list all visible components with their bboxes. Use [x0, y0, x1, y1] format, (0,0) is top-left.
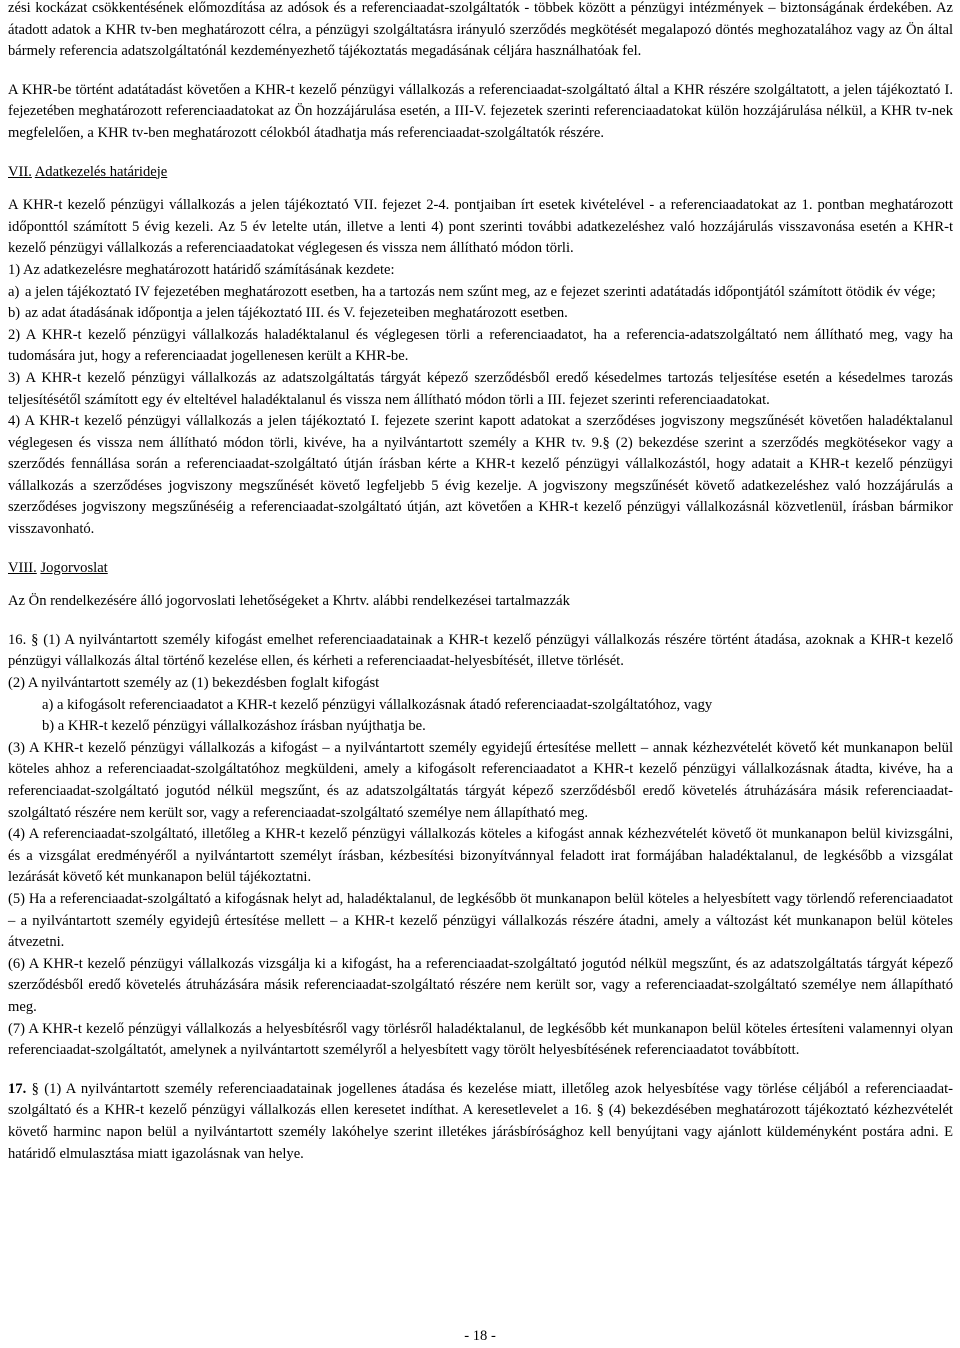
retention-start-paragraph: 1) Az adatkezelésre meghatározott határidő számításának kezdete: — [8, 261, 395, 278]
paragraph-number: 17. — [8, 1080, 27, 1097]
retention-point-2: 2) A KHR-t kezelő pénzügyi vállalkozás haladéktalanul és véglegesen törli a referenciaadatot, ha a referencia-adatszolgáltató nem állítható meg, vagy ha tudomására jut, hogy a referenciaadat jogellenesen került a KHR-be. — [8, 326, 953, 365]
paragraph-16-4: (4) A referenciaadat-szolgáltató, illetőleg a KHR-t kezelő pénzügyi vállalkozás köteles a kifogást annak kézhezvételét követő öt munkanapon belül kivizsgálni, és a vizsgálat eredményéről a nyilvántartott személyt írásban, kézbesítési bizonyítvánnyal feladott irat formájában haladéktalanul, de legkésőbb a vizsgálat lezárását követő két munkanapon belül tájékoztatni. — [8, 826, 953, 886]
paragraph-16-2b: b) a KHR-t kezelő pénzügyi vállalkozáshoz írásban nyújthatja be. — [42, 718, 426, 735]
paragraph-16-1: 16. § (1) A nyilvántartott személy kifogást emelhet referenciaadatainak a KHR-t kezelő pénzügyi vállalkozás részére történt átadása, azoknak a KHR-t kezelő pénzügyi vállalkozás által történő kezelése ellen, és kérheti a referenciaadat-helyesbítését, illetve törlését. — [8, 631, 953, 670]
section-number: VIII. — [8, 559, 37, 576]
section-title: Adatkezelés határideje — [34, 163, 168, 180]
page-number: - 18 - — [464, 1328, 496, 1344]
paragraph-text: § (1) A nyilvántartott személy referenciaadatainak jogellenes átadása és kezelése miatt, illetőleg azok helyesbítése vagy törlése céljából a referenciaadat-szolgáltató és a KHR-t kezelő pénzügyi vállalkozás ellen keresetet indíthat. A keresetlevelet a 16. § (4) bekezdésében meghatározott tájékoztató kézhezvételét követő harminc napon belül a nyilvántartott személy lakóhelye szerint illetékes járásbírósághoz kell benyújtani vagy ajánlott küldeményként postára adni. E határidő elmulasztása miatt igazolásnak van helye. — [8, 1080, 953, 1162]
paragraph-16-3: (3) A KHR-t kezelő pénzügyi vállalkozás a kifogást – a nyilvántartott személy egyidejű értesítése mellett – annak kézhezvételét követő két munkanapon belül köteles ahhoz a referenciaadat-szolgáltatóhoz megküldeni, amely a kifogásolt referenciaadatot a KHR-t kezelő pénzügyi vállalkozásnak átadta, kivéve, ha a referenciaadat-szolgáltató jogutód nélkül megszűnt, és az adatszolgáltatás tárgyát képező szerződésből eredő követelés átruházására másik referenciaadat-szolgáltató részére nem került sor, vagy a referenciaadat-szolgáltató személye nem állapítható meg. — [8, 739, 953, 821]
paragraph-16-2a: a) a kifogásolt referenciaadatot a KHR-t kezelő pénzügyi vállalkozásnak átadó referenciaadat-szolgáltatóhoz, vagy — [42, 696, 713, 713]
section-heading-viii — [8, 558, 953, 580]
section-title: Jogorvoslat — [40, 559, 108, 576]
section-number: VII. — [8, 163, 32, 180]
list-item-b — [8, 303, 953, 325]
retention-point-3: 3) A KHR-t kezelő pénzügyi vállalkozás az adatszolgáltatás tárgyát képező szerződésből eredő késedelmes tartozás teljesítése esetén a késedelmes tarozás teljesítésétől számított egy év elteltével haladéktalanul és vissza nem állítható módon törli a III. fejezet szerinti referenciaadatokat. — [8, 369, 953, 408]
paragraph-16-5: (5) Ha a referenciaadat-szolgáltató a kifogásnak helyt ad, haladéktalanul, de legkésőbb öt munkanapon belül köteles a helyesbített vagy törlendő referenciaadatot – a nyilvántartott személy egyidejû értesítése mellett – a KHR-t kezelő pénzügyi vállalkozás részére átadni, amely a változást két munkanapon belül köteles átvezetni. — [8, 890, 953, 951]
list-label: a) — [8, 283, 20, 300]
intro-paragraph-2: A KHR-be történt adatátadást követően a KHR-t kezelő pénzügyi vállalkozás a referenciaadat-szolgáltató által a KHR részére szolgáltatott, a jelen tájékoztató I. fejezetében meghatározott referenciaadatokat az Ön hozzájárulása esetén, a III-V. fejezetek szerinti referenciaadatokat külön hozzájárulása nélkül, a KHR tv-nek megfelelően, a KHR tv-ben meghatározott célokból átadhatja más referenciaadat-szolgáltatók részére. — [8, 81, 953, 141]
section-heading-vii — [8, 162, 953, 184]
list-text: a jelen tájékoztató IV fejezetében meghatározott esetben, ha a tartozás nem szűnt meg, az e fejezet szerinti adatátadás időpontjától számított ötödik év vége; — [25, 283, 936, 300]
paragraph-16-7: (7) A KHR-t kezelő pénzügyi vállalkozás a helyesbítésről vagy törlésről haladéktalanul, de legkésőbb két munkanapon belül köteles értesíteni valamennyi olyan referenciaadat-szolgáltatót, amelynek a nyilvántartott személyről a helyesbített vagy törölt helyesbítésének referenciaadatot továbbított. — [8, 1020, 953, 1059]
intro-paragraph-1: zési kockázat csökkentésének előmozdítása az adósok és a referenciaadat-szolgáltatók - többek között a pénzügyi intézmények – biztonságának érdekében. Az átadott adatok a KHR tv-ben meghatározott célra, a pénzügyi szolgáltatásra irányuló szerződés megkötését megalapozó döntés meghozatalához vagy az Ön által bármely referencia adatszolgáltatónál kezdeményezhető tájékoztatás megadásának céljára használhatóak fel. — [8, 0, 953, 60]
document-page — [8, 0, 953, 1165]
remedy-intro-paragraph: Az Ön rendelkezésére álló jogorvoslati lehetőségeket a Khrtv. alábbi rendelkezései tartalmazzák — [8, 593, 570, 610]
list-item-a — [8, 282, 953, 304]
paragraph-16-6: (6) A KHR-t kezelő pénzügyi vállalkozás vizsgálja ki a kifogást, ha a referenciaadat-szolgáltató jogutód nélkül megszűnt, és az adatszolgáltatás tárgyát képező szerződésből eredő követelés átruházására másik referenciaadat-szolgáltató részére nem került sor, vagy a referenciaadat-szolgáltató személye nem állapítható meg. — [8, 955, 953, 1015]
retention-point-4: 4) A KHR-t kezelő pénzügyi vállalkozás a jelen tájékoztató I. fejezete szerint kapott adatokat a szerződéses jogviszony megszűnését követően haladéktalanul véglegesen és vissza nem állítható módon törli, kivéve, ha a nyilvántartott személy a KHR tv. 9.§ (2) bekezdése szerint a szerződés megkötésekor vagy a szerződés fennállása során a referenciaadat-szolgáltató útján írásban kérte a KHR-t kezelő pénzügyi vállalkozástól, hogy adatait a KHR-t kezelő pénzügyi vállalkozás a szerződéses jogviszony megszűnését követő legfeljebb 5 évig kezelje. A jogviszony megszűnését követő adatkezeléshez való hozzájárulás a szerződéses jogviszony megszűnéséig a referenciaadat-szolgáltató útján, azt követően a KHR-t kezelő pénzügyi vállalkozásnál közvetlenül, írásban bármikor visszavonható. — [8, 413, 953, 538]
paragraph-17 — [8, 1079, 953, 1165]
retention-paragraph: A KHR-t kezelő pénzügyi vállalkozás a jelen tájékoztató VII. fejezet 2-4. pontjaiban írt esetek kivételével - a referenciaadatokat az 1. pontban meghatározott időponttól számított 5 évig kezeli. Az 5 év letelte után, illetve a lenti 4) pont szerinti további adatkezeléshez való hozzájárulás visszavonása esetén a KHR-t kezelő pénzügyi vállalkozás a referenciaadatokat véglegesen és vissza nem állítható módon törli. — [8, 197, 953, 257]
list-text: az adat átadásának időpontja a jelen tájékoztató III. és V. fejezeteiben meghatározott esetben. — [25, 305, 568, 322]
paragraph-16-2: (2) A nyilvántartott személy az (1) bekezdésben foglalt kifogást — [8, 675, 380, 692]
list-label: b) — [8, 305, 21, 322]
